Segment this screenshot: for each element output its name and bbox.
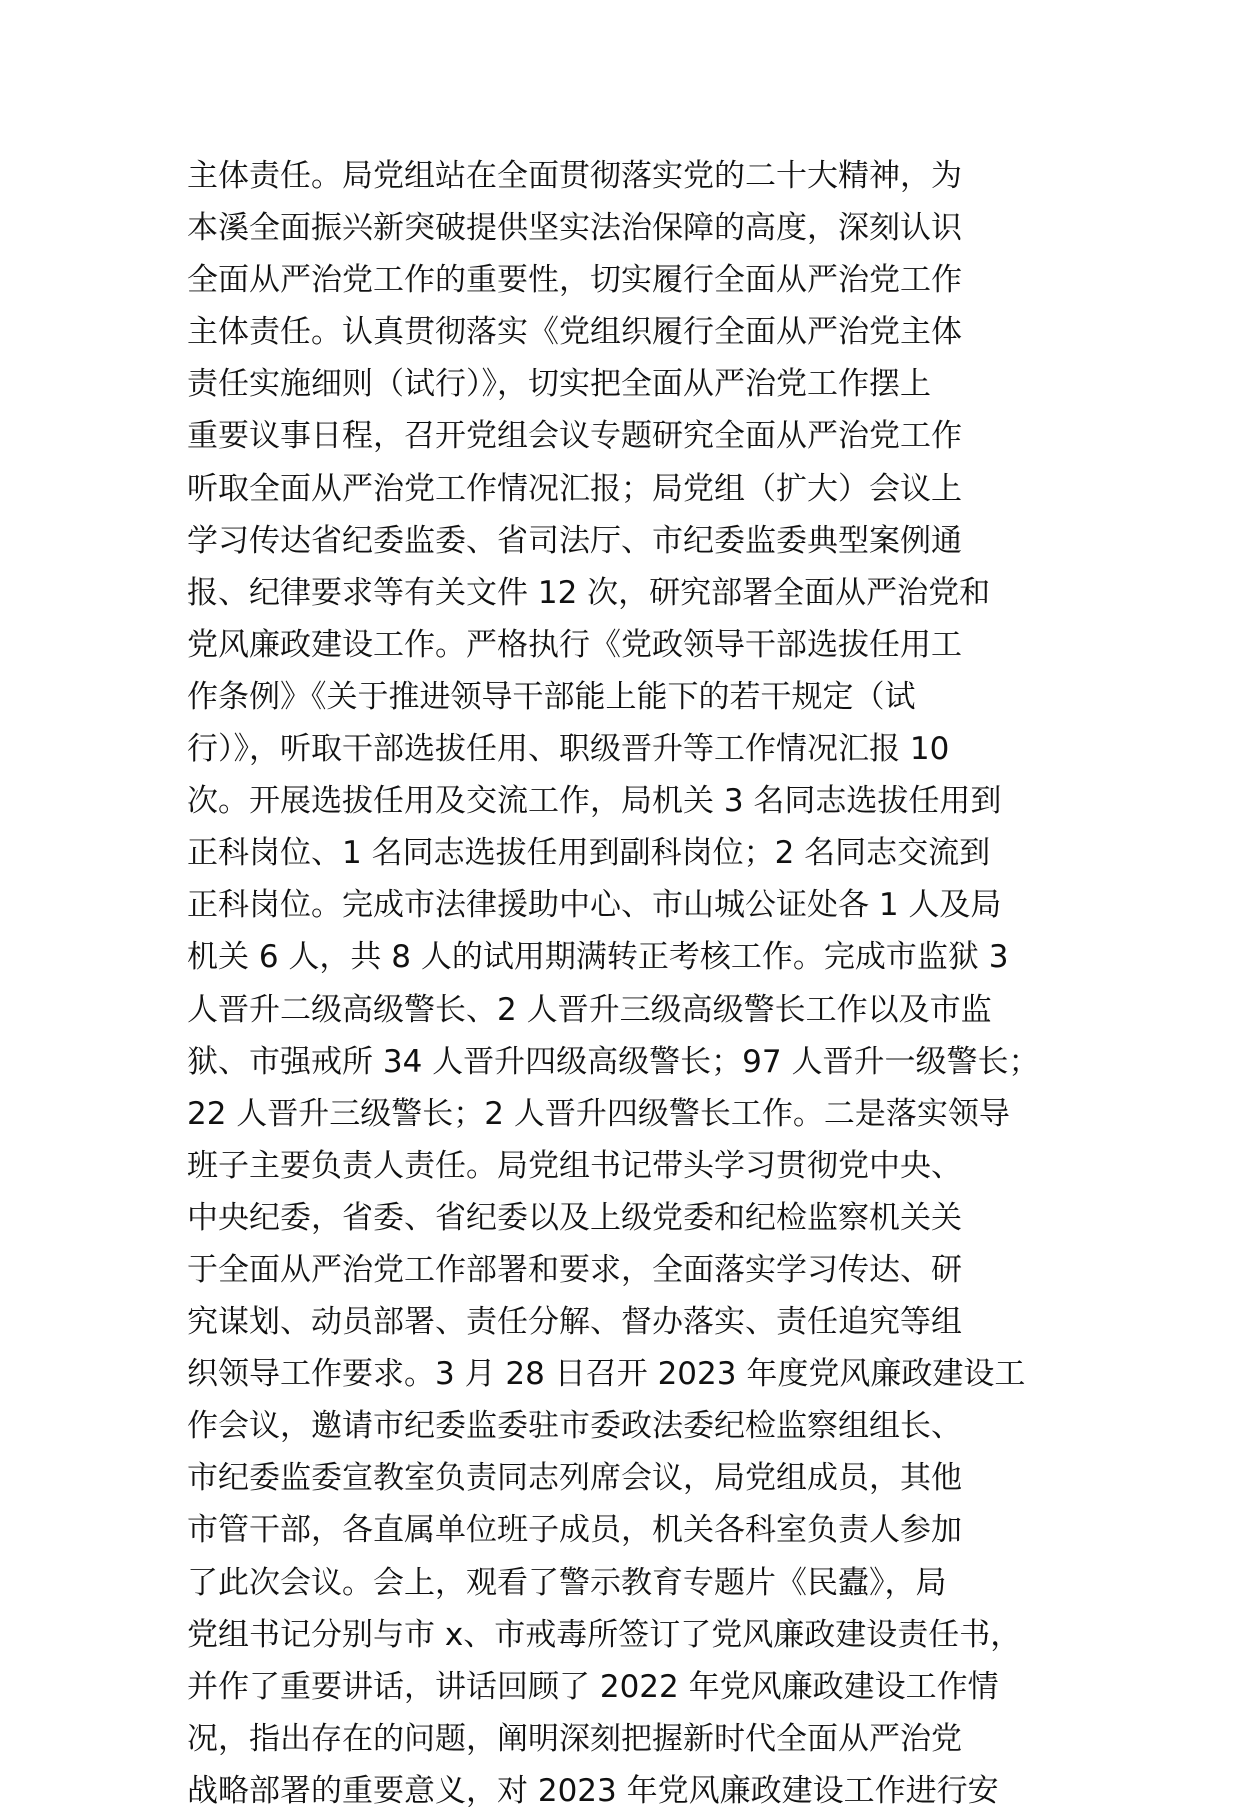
text-line: 机关 6 人，共 8 人的试用期满转正考核工作。完成市监狱 3 [187,939,1009,976]
text-line: 市管干部，各直属单位班子成员，机关各科室负责人参加 [187,1512,962,1549]
text-line: 人晋升二级高级警长、2 人晋升三级高级警长工作以及市监 [187,991,992,1028]
text-line: 织领导工作要求。3 月 28 日召开 2023 年度党风廉政建设工 [187,1356,1026,1393]
text-line: 作会议，邀请市纪委监委驻市委政法委纪检监察组组长、 [187,1408,962,1445]
text-line: 党风廉政建设工作。严格执行《党政领导干部选拔任用工 [187,626,962,663]
text-line: 重要议事日程，召开党组会议专题研究全面从严治党工作 [187,418,962,455]
text-line: 全面从严治党工作的重要性，切实履行全面从严治党工作 [187,262,962,299]
text-line: 主体责任。认真贯彻落实《党组织履行全面从严治党主体 [187,314,962,351]
text-line: 市纪委监委宣教室负责同志列席会议，局党组成员，其他 [187,1460,962,1497]
text-line: 本溪全面振兴新突破提供坚实法治保障的高度，深刻认识 [187,210,962,247]
text-line: 并作了重要讲话，讲话回顾了 2022 年党风廉政建设工作情 [187,1668,999,1705]
text-line: 次。开展选拔任用及交流工作，局机关 3 名同志选拔任用到 [187,783,1002,820]
text-line: 中央纪委，省委、省纪委以及上级党委和纪检监察机关关 [187,1199,962,1236]
text-line: 班子主要负责人责任。局党组书记带头学习贯彻党中央、 [187,1147,962,1184]
text-line: 22 人晋升三级警长；2 人晋升四级警长工作。二是落实领导 [187,1095,1010,1132]
text-line: 主体责任。局党组站在全面贯彻落实党的二十大精神，为 [187,158,962,194]
text-line: 行）》，听取干部选拔任用、职级晋升等工作情况汇报 10 [187,731,950,768]
text-line: 战略部署的重要意义，对 2023 年党风廉政建设工作进行安 [187,1772,999,1809]
text-line: 听取全面从严治党工作情况汇报；局党组（扩大）会议上 [187,470,962,507]
text-line: 了此次会议。会上，观看了警示教育专题片《民蠹》，局 [187,1564,947,1601]
text-line: 责任实施细则（试行）》，切实把全面从严治党工作摆上 [187,366,931,403]
body-text [187,150,1087,1817]
text-line: 狱、市强戒所 34 人晋升四级高级警长；97 人晋升一级警长； [187,1043,1040,1080]
text-line: 于全面从严治党工作部署和要求，全面落实学习传达、研 [187,1251,962,1288]
text-line: 学习传达省纪委监委、省司法厅、市纪委监委典型案例通 [187,522,962,559]
text-line: 作条例》《关于推进领导干部能上能下的若干规定（试 [187,678,916,715]
text-line: 况，指出存在的问题，阐明深刻把握新时代全面从严治党 [187,1720,962,1757]
text-line: 究谋划、动员部署、责任分解、督办落实、责任追究等组 [187,1304,962,1341]
text-line: 报、纪律要求等有关文件 12 次，研究部署全面从严治党和 [187,574,991,611]
text-line: 党组书记分别与市 x、市戒毒所签订了党风廉政建设责任书， [187,1616,1022,1653]
text-line: 正科岗位、1 名同志选拔任用到副科岗位；2 名同志交流到 [187,835,991,872]
text-line: 正科岗位。完成市法律援助中心、市山城公证处各 1 人及局 [187,887,1002,924]
